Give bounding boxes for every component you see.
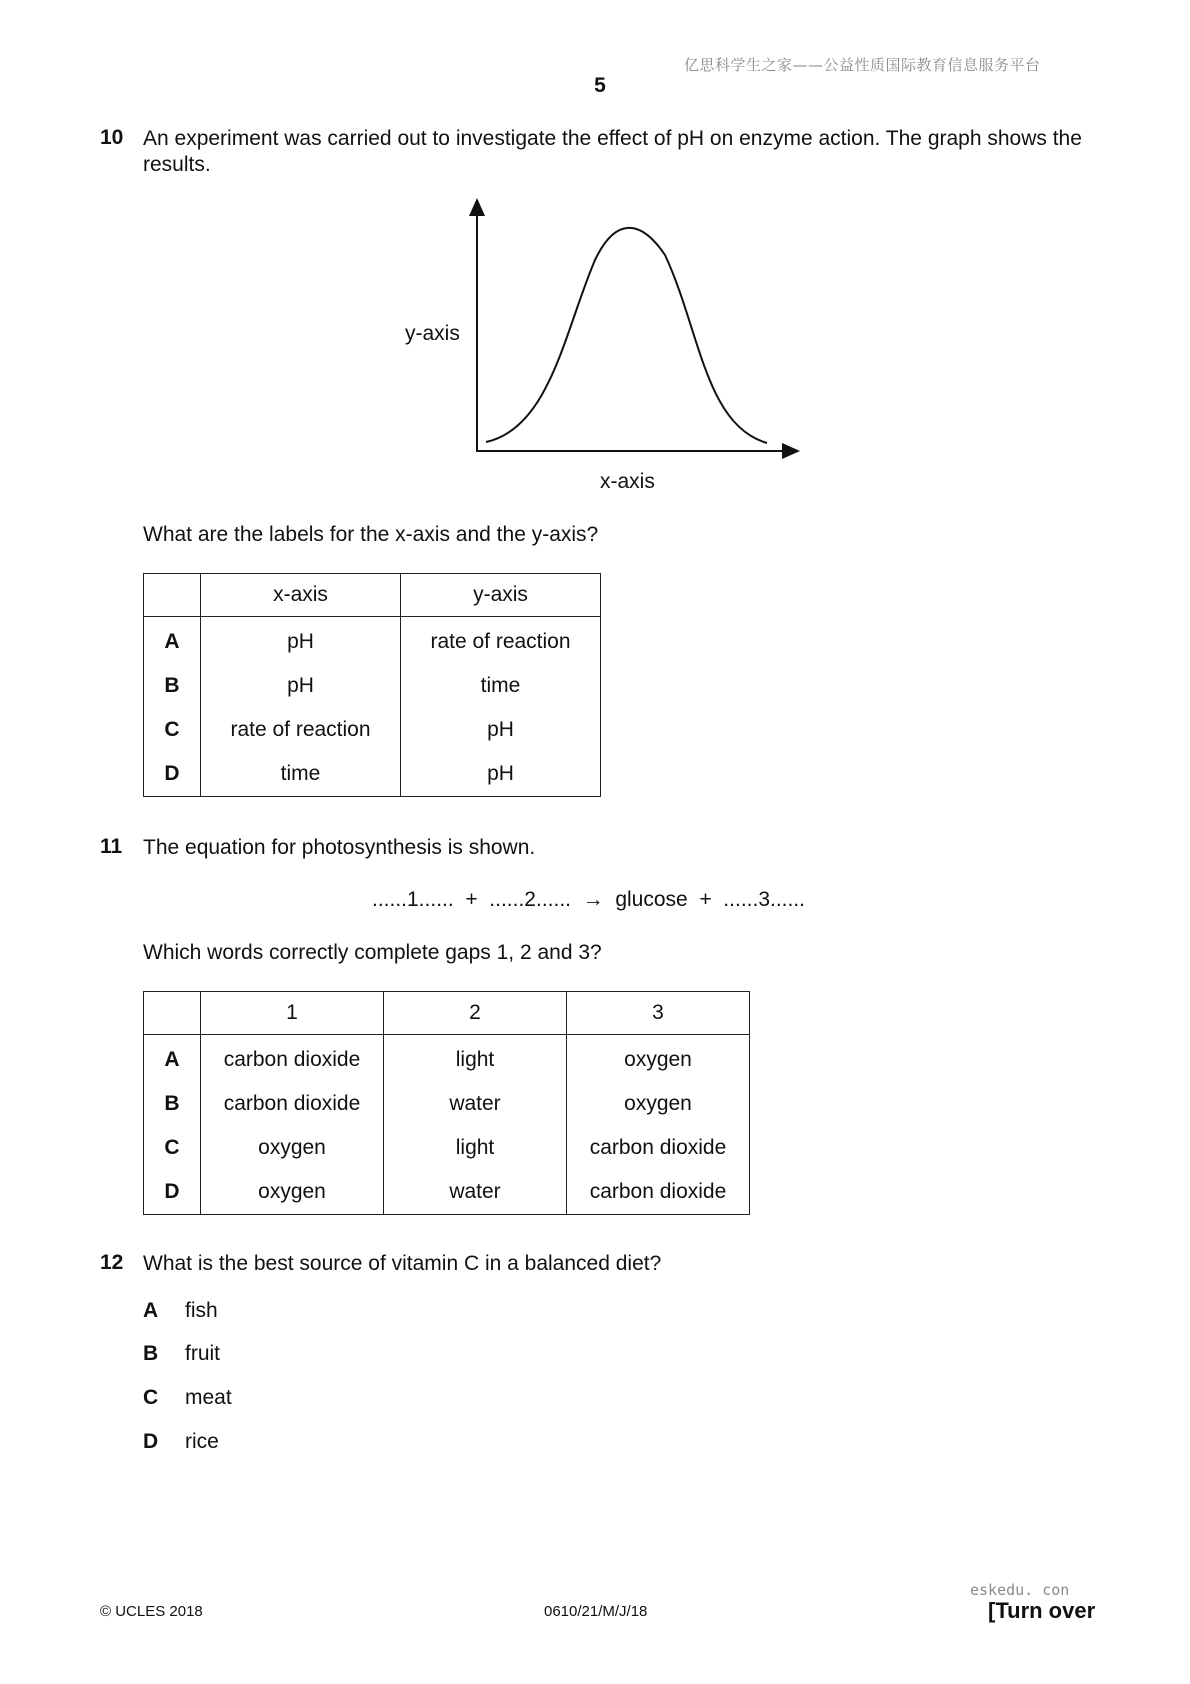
- table-cell: water: [384, 1170, 567, 1215]
- table-header: y-axis: [401, 574, 601, 617]
- question-11-text: The equation for photosynthesis is shown.: [143, 836, 536, 859]
- photosynthesis-equation: ......1...... + ......2...... → glucose + ......3......: [372, 888, 806, 911]
- table-row: [144, 1082, 750, 1126]
- table-cell: carbon dioxide: [567, 1170, 750, 1215]
- graph-x-label: x-axis: [600, 470, 655, 493]
- table-cell: light: [384, 1126, 567, 1170]
- option-letter: A: [144, 617, 201, 665]
- question-11-prompt: Which words correctly complete gaps 1, 2 and 3?: [143, 941, 602, 964]
- option-letter: C: [144, 1126, 201, 1170]
- enzyme-ph-graph: [0, 0, 1190, 500]
- table-cell: carbon dioxide: [201, 1035, 384, 1083]
- choice-letter: C: [143, 1386, 159, 1409]
- choice-b: [143, 1342, 221, 1366]
- choice-letter: A: [143, 1299, 159, 1322]
- choice-c: [143, 1386, 232, 1410]
- table-cell: rate of reaction: [401, 617, 601, 665]
- table-row: [144, 1035, 750, 1083]
- choice-a: [143, 1299, 218, 1323]
- choice-text: fish: [185, 1299, 218, 1322]
- option-letter: D: [144, 1170, 201, 1215]
- question-12-number: 12: [100, 1251, 124, 1274]
- choice-letter: D: [143, 1430, 159, 1453]
- question-12-text: What is the best source of vitamin C in a balanced diet?: [143, 1252, 662, 1275]
- question-10-number: 10: [100, 126, 124, 149]
- question-11-number: 11: [100, 835, 123, 858]
- table-cell: oxygen: [567, 1035, 750, 1083]
- table-cell: pH: [201, 617, 401, 665]
- option-letter: A: [144, 1035, 201, 1083]
- option-letter: B: [144, 1082, 201, 1126]
- option-letter: D: [144, 752, 201, 797]
- graph-curve: [486, 228, 767, 443]
- choice-text: fruit: [185, 1342, 221, 1365]
- table-cell: pH: [201, 664, 401, 708]
- table-cell: water: [384, 1082, 567, 1126]
- question-10-options-table: [143, 573, 601, 797]
- graph-y-label: y-axis: [405, 322, 460, 345]
- table-row: [144, 708, 601, 752]
- watermark: 亿思科学生之家——公益性质国际教育信息服务平台: [684, 56, 1041, 74]
- table-row: [144, 664, 601, 708]
- table-row: [144, 752, 601, 797]
- table-cell: pH: [401, 752, 601, 797]
- paper-code: 0610/21/M/J/18: [544, 1603, 648, 1620]
- table-header: 2: [384, 992, 567, 1035]
- table-header: 3: [567, 992, 750, 1035]
- table-row: [144, 1126, 750, 1170]
- copyright: © UCLES 2018: [100, 1603, 203, 1620]
- question-11-options-table: [143, 991, 750, 1215]
- option-letter: B: [144, 664, 201, 708]
- question-10-text: An experiment was carried out to investigate the effect of pH on enzyme action. The graph shows the results.: [143, 127, 1082, 176]
- table-cell: time: [201, 752, 401, 797]
- table-cell: oxygen: [201, 1170, 384, 1215]
- question-10-prompt: What are the labels for the x-axis and the y-axis?: [143, 523, 599, 546]
- table-cell: carbon dioxide: [201, 1082, 384, 1126]
- table-cell: rate of reaction: [201, 708, 401, 752]
- table-cell: oxygen: [567, 1082, 750, 1126]
- table-cell: oxygen: [201, 1126, 384, 1170]
- table-header: x-axis: [201, 574, 401, 617]
- choice-d: [143, 1430, 219, 1454]
- choice-text: rice: [185, 1430, 219, 1453]
- page-number: 5: [594, 74, 606, 97]
- site-watermark: eskedu. con: [970, 1581, 1070, 1599]
- table-cell: time: [401, 664, 601, 708]
- option-letter: C: [144, 708, 201, 752]
- turn-over: [Turn over: [988, 1598, 1096, 1623]
- table-cell: light: [384, 1035, 567, 1083]
- choice-text: meat: [185, 1386, 232, 1409]
- choice-letter: B: [143, 1342, 159, 1365]
- table-header: [144, 574, 201, 617]
- table-header: [144, 992, 201, 1035]
- table-row: [144, 1170, 750, 1215]
- table-cell: carbon dioxide: [567, 1126, 750, 1170]
- table-row: [144, 617, 601, 665]
- table-header: 1: [201, 992, 384, 1035]
- table-cell: pH: [401, 708, 601, 752]
